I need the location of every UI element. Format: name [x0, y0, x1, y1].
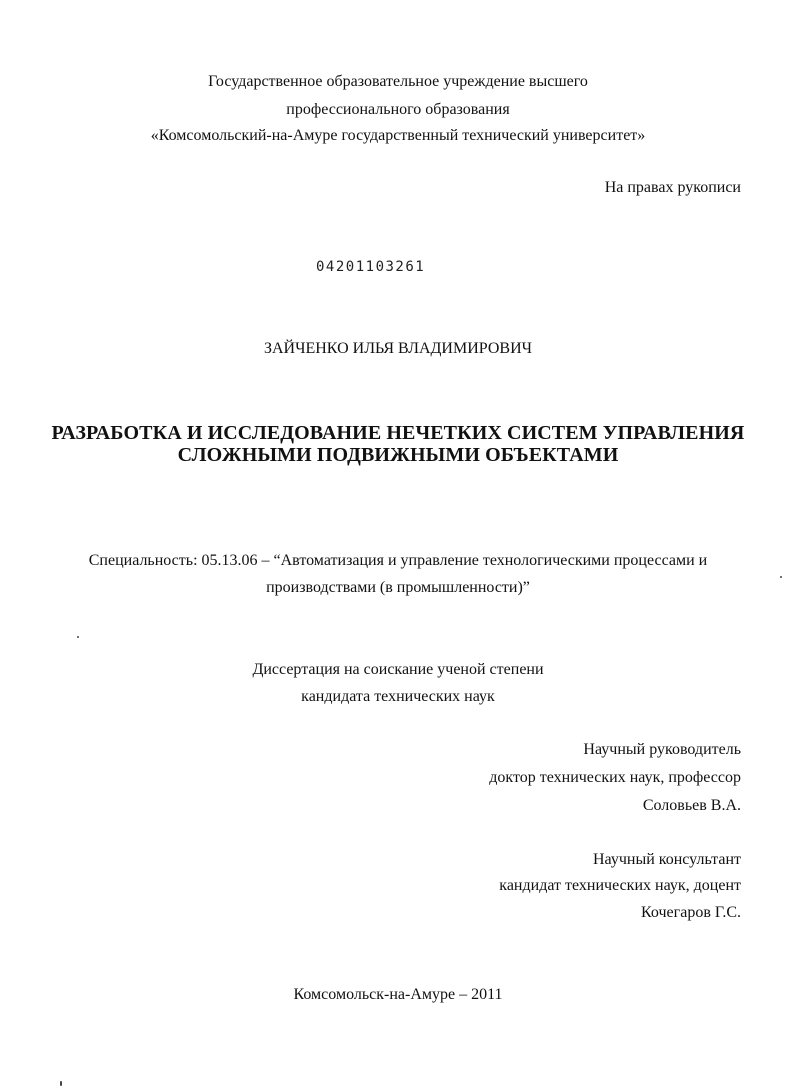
- author-name: ЗАЙЧЕНКО ИЛЬЯ ВЛАДИМИРОВИЧ: [263, 340, 533, 357]
- degree-line-2: кандидата технических наук: [301, 688, 495, 705]
- consultant-credentials: кандидат технических наук, доцент: [499, 877, 741, 894]
- title-line-1: РАЗРАБОТКА И ИССЛЕДОВАНИЕ НЕЧЕТКИХ СИСТЕМ УПРАВЛЕНИЯ: [51, 422, 745, 444]
- scan-speck: [77, 636, 79, 638]
- place-year: Комсомольск-на-Амуре – 2011: [293, 986, 503, 1003]
- institution-line-1: Государственное образовательное учреждение высшего: [208, 73, 588, 90]
- scan-speck: [780, 576, 782, 578]
- registration-number: 04201103261: [316, 259, 426, 275]
- consultant-role: Научный консультант: [593, 851, 741, 868]
- specialty-line-2: производствами (в промышленности)”: [266, 579, 530, 596]
- title-line-2: СЛОЖНЫМИ ПОДВИЖНЫМИ ОБЪЕКТАМИ: [177, 444, 619, 466]
- consultant-name: Кочегаров Г.С.: [641, 904, 741, 921]
- degree-line-1: Диссертация на соискание ученой степени: [252, 661, 544, 678]
- scan-speck: [60, 1081, 62, 1086]
- supervisor-role: Научный руководитель: [583, 741, 741, 758]
- institution-line-3: «Комсомольский-на-Амуре государственный технический университет»: [150, 127, 646, 144]
- supervisor-credentials: доктор технических наук, профессор: [489, 769, 741, 786]
- manuscript-note: На правах рукописи: [604, 179, 741, 196]
- institution-line-2: профессионального образования: [286, 101, 510, 118]
- supervisor-name: Соловьев В.А.: [642, 797, 741, 814]
- specialty-line-1: Специальность: 05.13.06 – “Автоматизация и управление технологическими процессами и: [88, 552, 708, 569]
